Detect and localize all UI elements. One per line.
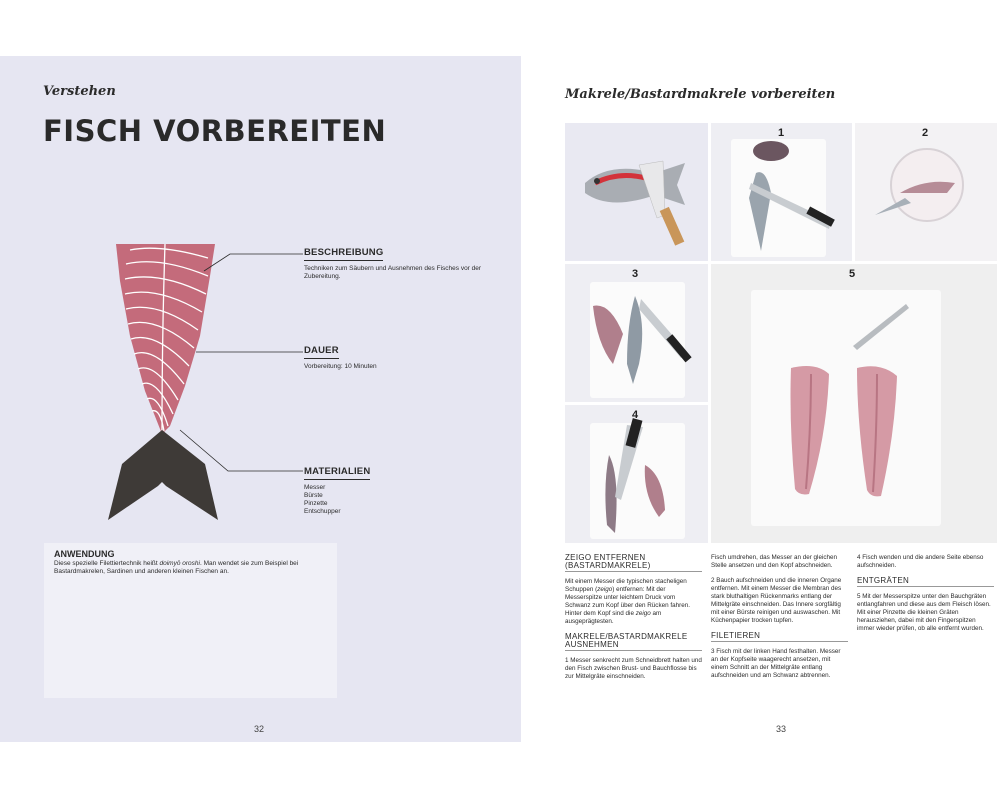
material-item: Pinzette bbox=[304, 500, 328, 507]
usage-box bbox=[44, 543, 337, 698]
deboning-heading: ENTGRÄTEN bbox=[857, 577, 994, 587]
step-5-text: 5 Mit der Messerspitze unter den Bauchgräten entlangfahren und diese aus dem Fleisch lösen. Mit einer Pinzette die kleinen Gräten herausziehen, dabei mit den Fingerspitzen immer wieder prüfen, ob alle entfernt wurden. bbox=[857, 593, 991, 632]
description-block bbox=[304, 242, 484, 281]
duration-heading: DAUER bbox=[304, 345, 339, 359]
step-4-text: 4 Fisch wenden und die andere Seite ebenso aufschneiden. bbox=[857, 554, 984, 569]
step-number: 5 bbox=[849, 268, 856, 280]
step-3-fish bbox=[565, 264, 708, 402]
text-column-3 bbox=[857, 554, 994, 640]
fish-knife-drawing bbox=[565, 123, 708, 261]
knife-fish-illustration bbox=[565, 123, 708, 261]
text-column-2 bbox=[711, 554, 848, 687]
text-part: am ausgeprägtesten. bbox=[565, 610, 662, 625]
step-3-photo bbox=[565, 264, 708, 402]
step-1-text: 1 Messer senkrecht zum Schneidbrett halten und den Fisch zwischen Brust- und Bauchflosse bis zur Mittelgräte einschneiden. bbox=[565, 657, 702, 680]
material-item: Bürste bbox=[304, 492, 323, 499]
material-item: Entschupper bbox=[304, 508, 341, 515]
duration-block bbox=[304, 340, 484, 371]
zeigo-heading: ZEIGO ENTFERNEN (BASTARDMAKRELE) bbox=[565, 554, 702, 572]
fish-tail-illustration bbox=[100, 236, 240, 536]
step-3-text: 3 Fisch mit der linken Hand festhalten. Messer an der Kopfseite waagerecht ansetzen, mit einem Schnitt an der Mittelgräte entlang aufschneiden und am Schwanz abtrennen. bbox=[711, 648, 841, 679]
materials-block bbox=[304, 461, 484, 516]
description-text: Techniken zum Säubern und Ausnehmen des Fisches vor der Zubereitung. bbox=[304, 265, 482, 280]
page-number-right: 33 bbox=[776, 724, 787, 734]
section-kicker: Verstehen bbox=[43, 84, 116, 99]
step-1-fish bbox=[711, 123, 852, 261]
text-part: Mit einem Messer die typischen stacheligen Schuppen ( bbox=[565, 578, 687, 593]
left-page bbox=[0, 56, 521, 742]
step-5-fillets bbox=[711, 264, 997, 543]
gutting-heading: MAKRELE/BASTARDMAKRELE AUSNEHMEN bbox=[565, 633, 702, 651]
usage-text-part: Diese spezielle Filettiertechnik heißt bbox=[54, 560, 160, 567]
usage-text bbox=[54, 560, 327, 576]
step-4-photo bbox=[565, 405, 708, 543]
step-number: 1 bbox=[778, 127, 785, 139]
usage-text-part: . Man wendet sie zum Beispiel bei Bastardmakrelen, Sardinen und anderen kleinen Fischen an. bbox=[54, 560, 299, 575]
material-item: Messer bbox=[304, 484, 326, 491]
term: zeigo bbox=[635, 610, 651, 617]
step-2-photo bbox=[855, 123, 997, 261]
usage-heading: ANWENDUNG bbox=[54, 549, 115, 559]
zeigo-text bbox=[565, 578, 702, 626]
description-heading: BESCHREIBUNG bbox=[304, 247, 383, 261]
materials-heading: MATERIALIEN bbox=[304, 466, 370, 480]
step-number: 4 bbox=[632, 409, 639, 421]
page-number-left: 32 bbox=[254, 724, 265, 734]
step-4-fish bbox=[565, 405, 708, 543]
text-part: ) entfernen: Mit der Messerspitze unter leichtem Druck vom Schwanz zum Kopf über den Rücken fahren. Hinter dem Kopf sind die bbox=[565, 586, 690, 617]
step-5-photo bbox=[711, 264, 997, 543]
step-2-text: 2 Bauch aufschneiden und die inneren Organe entfernen. Mit einem Messer die Membran des stark bluthaltigen Rückenmarks entlang der Mittelgräte einschneiden. Das Innere sorgfältig mit einer Bürste reinigen und auswaschen. Mit Küchenpapier trocken tupfen. bbox=[711, 577, 842, 624]
step-1-photo bbox=[711, 123, 852, 261]
step-number: 2 bbox=[922, 127, 929, 139]
filleting-heading: FILETIEREN bbox=[711, 632, 848, 642]
recipe-title: Makrele/Bastardmakrele vorbereiten bbox=[565, 87, 836, 102]
step-number: 3 bbox=[632, 268, 639, 280]
duration-text: Vorbereitung: 10 Minuten bbox=[304, 363, 377, 370]
step-2-bowl bbox=[855, 123, 997, 261]
usage-term: doimyō oroshi bbox=[159, 560, 200, 567]
text-column-1 bbox=[565, 554, 702, 688]
step-1-continued-text: Fisch umdrehen, das Messer an der gleichen Stelle ansetzen und den Kopf abschneiden. bbox=[711, 554, 838, 569]
term: zeigo bbox=[597, 586, 613, 593]
page-title: FISCH VORBEREITEN bbox=[43, 114, 387, 148]
